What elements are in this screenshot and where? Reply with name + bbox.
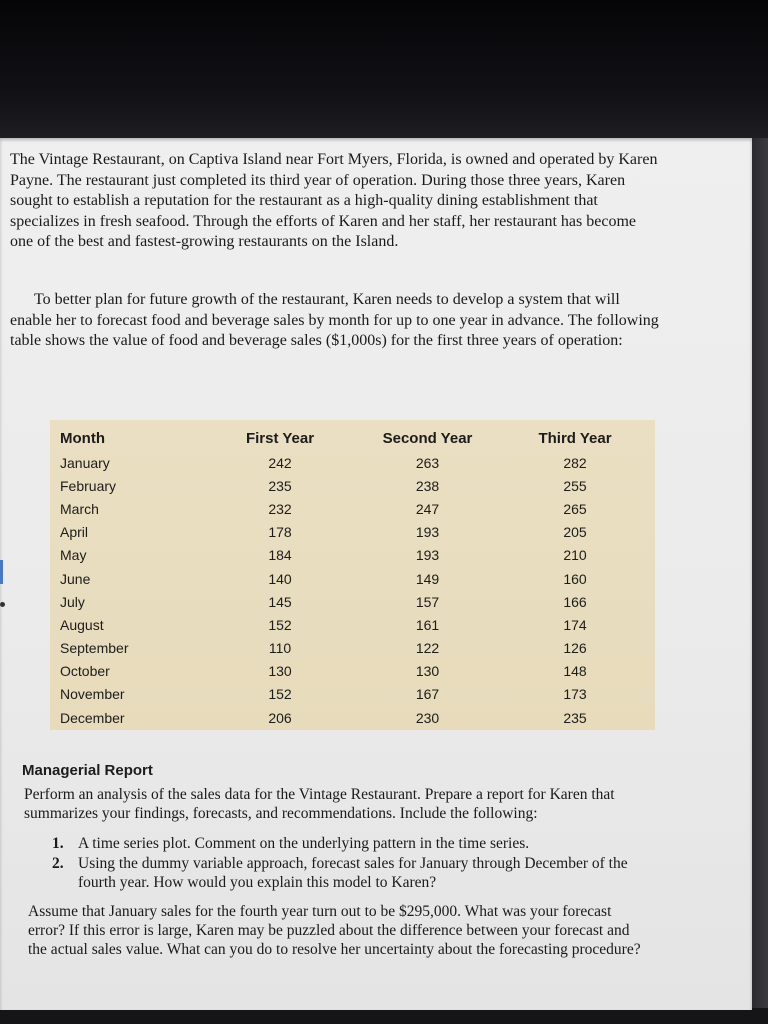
third-year-cell: 282 — [563, 454, 587, 471]
second-year-cell: 161 — [415, 616, 440, 633]
third-year-cell: 148 — [563, 663, 587, 680]
second-year-cell: 122 — [415, 640, 440, 657]
second-year-cell: 238 — [415, 477, 440, 494]
third-year-cell: 160 — [563, 570, 587, 587]
month-cell: April — [60, 524, 89, 541]
table-row — [60, 451, 645, 474]
table-row — [60, 706, 645, 729]
page-edge-marker — [0, 560, 3, 584]
intro-paragraph-1: The Vintage Restaurant, on Captiva Island near Fort Myers, Florida, is owned and operated by Karen Payne. The restaurant just completed its third year of operation. During those three years, Karen sought to establish a reputation for the restaurant as a high-quality dining establishment that specializes in fresh seafood. Through the efforts of Karen and her staff, her restaurant has become one of the best and fastest-growing restaurants on the Island. — [10, 151, 658, 251]
third-year-cell: 166 — [563, 593, 587, 610]
table-row — [60, 521, 645, 544]
first-year-cell: 242 — [268, 454, 292, 471]
third-year-cell: 265 — [563, 500, 587, 517]
second-year-cell: 130 — [415, 663, 440, 680]
table-row — [60, 637, 645, 660]
second-year-cell: 230 — [415, 709, 440, 726]
month-cell: August — [60, 616, 104, 633]
first-year-cell: 206 — [268, 709, 292, 726]
sales-table-header-row — [60, 425, 645, 451]
table-row — [60, 497, 645, 520]
list-item — [52, 834, 642, 853]
header-first-year: First Year — [245, 429, 315, 447]
table-row — [60, 544, 645, 567]
list-item — [52, 854, 642, 892]
first-year-cell: 178 — [268, 524, 292, 541]
third-year-cell: 205 — [563, 524, 587, 541]
first-year-cell: 232 — [268, 500, 292, 517]
month-cell: July — [60, 593, 85, 610]
list-item-number: 1. — [52, 835, 64, 852]
month-cell: September — [60, 640, 129, 657]
list-item-number: 2. — [52, 855, 64, 872]
table-row — [60, 613, 645, 636]
second-year-cell: 193 — [415, 524, 440, 541]
third-year-cell: 173 — [563, 686, 587, 703]
report-paragraph: Perform an analysis of the sales data for the Vintage Restaurant. Prepare a report for Karen that summarizes your findings, forecasts, and recommendations. Include the following: — [24, 786, 615, 822]
month-cell: May — [60, 547, 87, 564]
first-year-cell: 235 — [268, 477, 292, 494]
list-item-text: Using the dummy variable approach, forecast sales for January through December of the fourth year. How would you explain this model to Karen? — [78, 855, 628, 891]
header-second-year: Second Year — [382, 429, 473, 447]
sales-table — [60, 425, 645, 729]
report-title: Managerial Report — [22, 762, 153, 779]
second-year-cell: 157 — [415, 593, 440, 610]
header-third-year: Third Year — [538, 429, 612, 447]
month-cell: December — [60, 709, 125, 726]
month-cell: June — [60, 570, 91, 587]
first-year-cell: 184 — [268, 547, 292, 564]
second-year-cell: 247 — [415, 500, 440, 517]
first-year-cell: 152 — [268, 616, 292, 633]
screen-right-bezel — [752, 138, 768, 1024]
first-year-cell: 110 — [268, 640, 292, 657]
second-year-cell: 263 — [415, 454, 440, 471]
third-year-cell: 235 — [563, 709, 587, 726]
third-year-cell: 126 — [563, 640, 587, 657]
table-row — [60, 660, 645, 683]
page-edge-dot — [0, 602, 5, 607]
month-cell: January — [60, 454, 110, 471]
table-row — [60, 683, 645, 706]
month-cell: October — [60, 663, 110, 680]
list-item-text: A time series plot. Comment on the underlying pattern in the time series. — [78, 835, 530, 852]
second-year-cell: 149 — [415, 570, 440, 587]
third-year-cell: 210 — [563, 547, 587, 564]
sales-table-panel — [50, 420, 655, 730]
second-year-cell: 167 — [415, 686, 440, 703]
closing-paragraph: Assume that January sales for the fourth year turn out to be $295,000. What was your forecast error? If this error is large, Karen may be puzzled about the difference between your forecast and the actual sales value. What can you do to resolve her uncertainty about the forecasting procedure? — [28, 903, 641, 958]
third-year-cell: 255 — [563, 477, 587, 494]
report-list — [52, 834, 642, 893]
table-row — [60, 474, 645, 497]
third-year-cell: 174 — [563, 616, 587, 633]
first-year-cell: 130 — [268, 663, 292, 680]
first-year-cell: 152 — [268, 686, 292, 703]
header-month: Month — [60, 429, 105, 447]
second-year-cell: 193 — [415, 547, 440, 564]
first-year-cell: 140 — [268, 570, 292, 587]
table-row — [60, 567, 645, 590]
month-cell: March — [60, 500, 99, 517]
month-cell: February — [60, 477, 117, 494]
first-year-cell: 145 — [268, 593, 292, 610]
intro-paragraph-2: To better plan for future growth of the restaurant, Karen needs to develop a system that will enable her to forecast food and beverage sales by month for up to one year in advance. The following table shows the value of food and beverage sales ($1,000s) for the first three years of operation: — [10, 291, 659, 350]
table-row — [60, 590, 645, 613]
screen-top-bezel — [0, 0, 768, 138]
screen-bottom-bezel — [0, 1008, 768, 1024]
month-cell: November — [60, 686, 125, 703]
